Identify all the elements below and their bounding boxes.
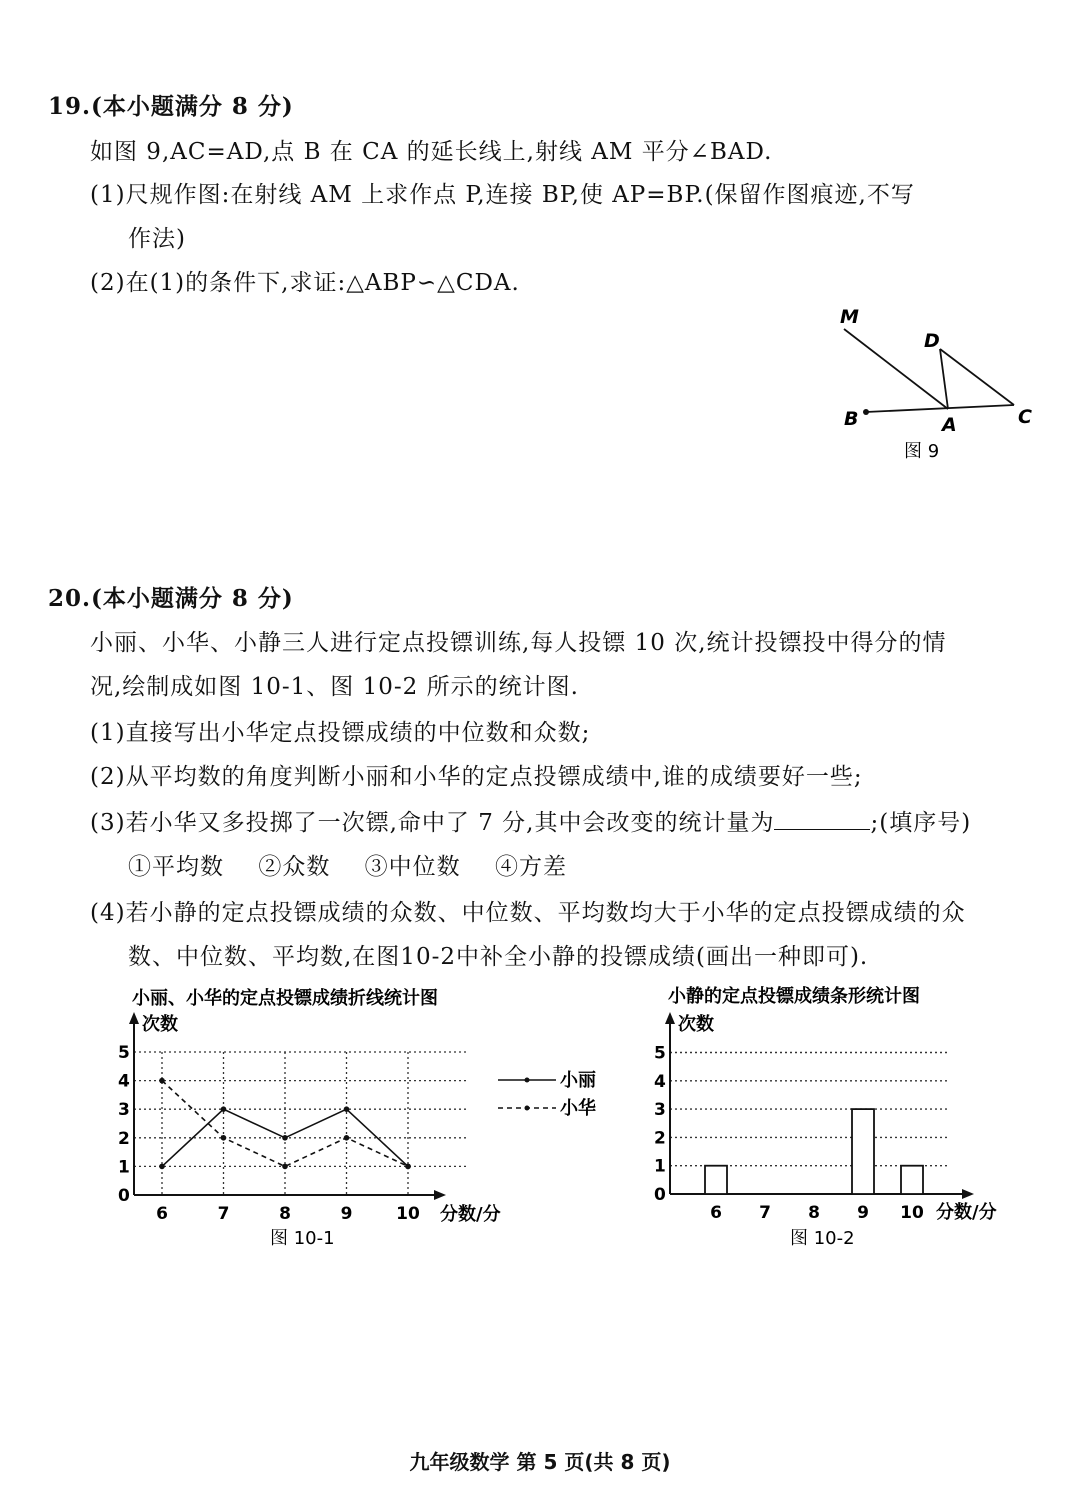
chart1-xtick-label: 8 [279, 1204, 291, 1224]
chart1-y-arrow [129, 1012, 139, 1024]
q20-part3-text: (3)若小华又多投掷了一次镖,命中了 7 分,其中会改变的统计量为 [90, 810, 775, 836]
label-m: M [840, 306, 859, 328]
chart2-y-arrow [665, 1012, 675, 1024]
chart1-ytick-label: 5 [118, 1043, 130, 1063]
legend-label: 小华 [560, 1098, 596, 1119]
chart1-ytick-label: 1 [118, 1157, 130, 1178]
data-point [159, 1164, 165, 1170]
chart2-x-arrow [962, 1189, 974, 1199]
q20-part1: (1)直接写出小华定点投镖成绩的中位数和众数; [90, 720, 591, 746]
data-point [221, 1106, 227, 1112]
chart1-ytick-label: 2 [118, 1128, 130, 1149]
option-variance: ④方差 [494, 854, 567, 880]
label-a: A [942, 414, 957, 436]
bar-9 [852, 1109, 874, 1194]
option-mode: ②众数 [258, 854, 331, 880]
chart1-ytick-label: 3 [118, 1100, 130, 1121]
chart2-xtick-label: 8 [808, 1203, 820, 1223]
data-point [282, 1135, 288, 1141]
chart2-xtick-label: 9 [857, 1203, 869, 1223]
chart1-ylabel: 次数 [142, 1014, 178, 1035]
data-point [159, 1078, 165, 1084]
chart1-caption: 图 10-1 [270, 1228, 335, 1249]
chart1-ytick-label: 4 [118, 1071, 130, 1092]
chart2-ytick-label: 2 [654, 1128, 666, 1149]
q19-part1-cont: 作法) [128, 226, 186, 252]
data-point [405, 1164, 411, 1170]
q20-options [128, 848, 593, 881]
chart1-xtick-label: 7 [217, 1204, 230, 1224]
q19-part1: (1)尺规作图:在射线 AM 上求作点 P,连接 BP,使 AP=BP.(保留作图痕迹,不写 [90, 182, 915, 208]
option-median: ③中位数 [364, 854, 461, 880]
label-d: D [924, 330, 940, 352]
bar-chart-10-2 [640, 980, 1040, 1255]
q19-stem: 如图 9,AC=AD,点 B 在 CA 的延长线上,射线 AM 平分∠BAD. [90, 139, 773, 165]
chart2-ytick-label: 1 [654, 1156, 666, 1177]
chart1-xlabel: 分数/分 [440, 1204, 501, 1225]
label-b: B [844, 408, 859, 430]
figure-9 [820, 295, 1050, 475]
chart2-ytick-label: 5 [654, 1043, 666, 1064]
chart1-title: 小丽、小华的定点投镖成绩折线统计图 [132, 988, 438, 1009]
legend-label: 小丽 [560, 1070, 596, 1091]
q19-part2: (2)在(1)的条件下,求证:△ABP∽△CDA. [90, 270, 520, 296]
q20-part4-cont: 数、中位数、平均数,在图10-2中补全小静的投镖成绩(画出一种即可). [128, 944, 869, 970]
figure-9-caption: 图 9 [904, 441, 940, 462]
option-mean: ①平均数 [128, 854, 224, 880]
label-c: C [1018, 406, 1032, 428]
data-point [344, 1135, 350, 1141]
q20-part3 [90, 804, 971, 837]
chart1-xtick-label: 6 [156, 1204, 168, 1224]
chart2-xtick-label: 7 [759, 1203, 771, 1223]
q20-stem-cont: 况,绘制成如图 10-1、图 10-2 所示的统计图. [90, 674, 579, 700]
q19-header: 19.(本小题满分 8 分) [48, 93, 294, 120]
q20-header: 20.(本小题满分 8 分) [48, 585, 294, 612]
chart2-ytick-label: 4 [654, 1071, 666, 1092]
q20-part3-tail: ;(填序号) [870, 810, 972, 836]
chart2-xtick-label: 6 [710, 1203, 722, 1223]
chart1-xtick-label: 10 [396, 1204, 420, 1224]
chart1-x-arrow [434, 1190, 446, 1200]
chart2-caption: 图 10-2 [790, 1228, 855, 1249]
q20-part4: (4)若小静的定点投镖成绩的众数、中位数、平均数均大于小华的定点投镖成绩的众 [90, 900, 966, 926]
chart1-xtick-label: 9 [340, 1204, 353, 1224]
line-chart-10-1 [100, 980, 596, 1255]
chart2-ytick-label: 3 [654, 1100, 666, 1121]
chart1-ytick-label: 0 [118, 1186, 130, 1206]
data-point [344, 1106, 350, 1112]
chart2-xlabel: 分数/分 [936, 1202, 997, 1223]
bar-6 [705, 1166, 727, 1194]
data-point [221, 1135, 227, 1141]
bar-10 [901, 1166, 923, 1194]
chart2-ylabel: 次数 [678, 1014, 714, 1035]
q20-part2: (2)从平均数的角度判断小丽和小华的定点投镖成绩中,谁的成绩要好一些; [90, 764, 863, 790]
data-point [282, 1164, 288, 1170]
q20-stem: 小丽、小华、小静三人进行定点投镖训练,每人投镖 10 次,统计投镖投中得分的情 [90, 630, 947, 656]
legend-marker [525, 1078, 530, 1083]
chart2-title: 小静的定点投镖成绩条形统计图 [668, 986, 920, 1007]
chart2-xtick-label: 10 [900, 1203, 924, 1223]
legend-marker [525, 1106, 530, 1111]
answer-blank [774, 811, 870, 830]
page-footer: 九年级数学 第 5 页(共 8 页) [409, 1450, 671, 1474]
chart2-ytick-label: 0 [654, 1185, 666, 1205]
